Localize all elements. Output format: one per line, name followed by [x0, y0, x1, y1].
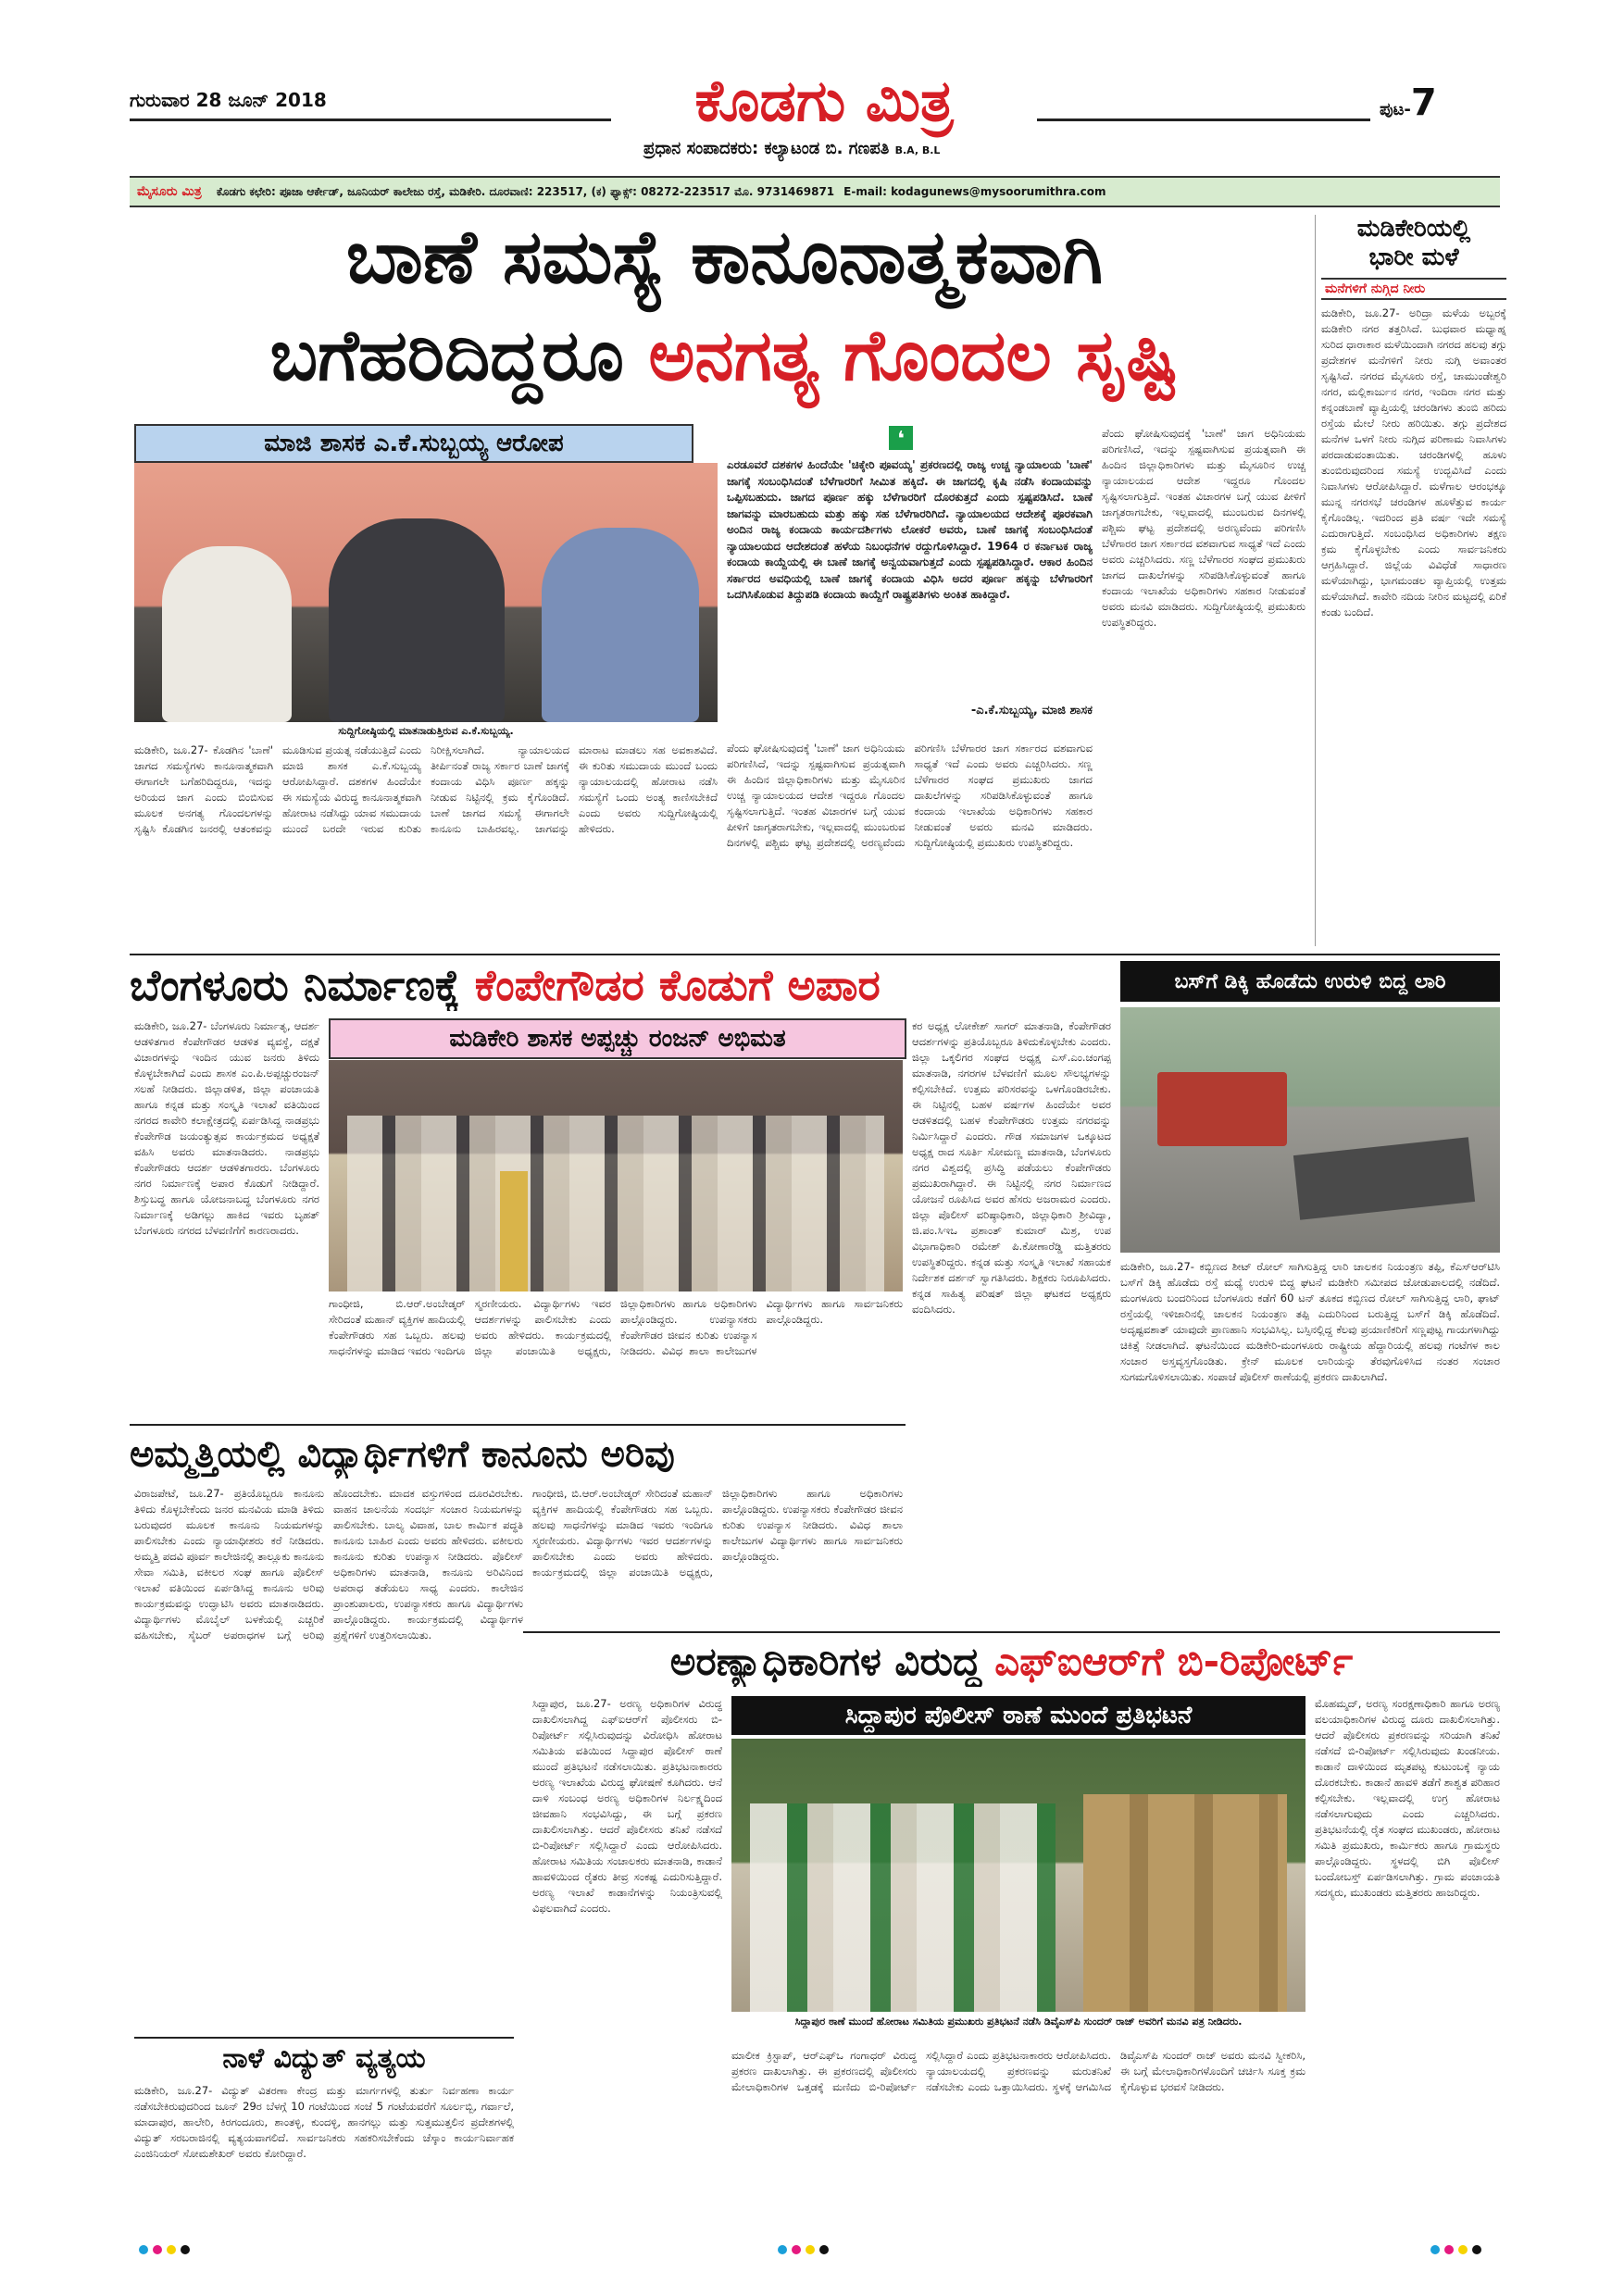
- kempegowda-photo: [329, 1060, 903, 1292]
- editor-line: [643, 139, 940, 158]
- reg-dot-black: [819, 2245, 829, 2254]
- reg-dot-yellow: [806, 2245, 815, 2254]
- rain-subhead: ಮನೆಗಳಿಗೆ ನುಗ್ಗಿದ ನೀರು: [1321, 278, 1506, 300]
- rain-body: ಮಡಿಕೇರಿ, ಜೂ.27- ಅರಿದ್ರಾ ಮಳೆಯ ಅಬ್ಬರಕ್ಕೆ ಮಡಿಕೇರಿ ನಗರ ತತ್ತರಿಸಿದೆ. ಬುಧವಾರ ಮಧ್ಯಾಹ್ನ ಸುರಿದ ಧಾರಾಕಾರ ಮಳೆಯಿಂದಾಗಿ ನಗರದ ಹಲವು ತಗ್ಗು ಪ್ರದೇಶಗಳ ಮನೆಗಳಿಗೆ ನೀರು ನುಗ್ಗಿ ಅವಾಂತರ ಸೃಷ್ಟಿಸಿದೆ. ನಗರದ ಮೈಸೂರು ರಸ್ತೆ, ಚಾಮುಂಡೇಶ್ವರಿ ನಗರ, ಮಲ್ಲಿಕಾರ್ಜುನ ನಗರ, ಇಂದಿರಾ ನಗರ ಮತ್ತು ಕನ್ನಂಡಬಾಣೆ ವ್ಯಾಪ್ತಿಯಲ್ಲಿ ಚರಂಡಿಗಳು ತುಂಬಿ ಹರಿದು ರಸ್ತೆಯ ಮೇಲೆ ನೀರು ಹರಿಯಿತು. ತಗ್ಗು ಪ್ರದೇಶದ ಮನೆಗಳ ಒಳಗೆ ನೀರು ನುಗ್ಗಿದ ಪರಿಣಾಮ ನಿವಾಸಿಗಳು ಪರದಾಡುವಂತಾಯಿತು. ಚರಂಡಿಗಳಲ್ಲಿ ಹೂಳು ತುಂಬಿರುವುದರಿಂದ ಸಮಸ್ಯೆ ಉದ್ಭವಿಸಿದೆ ಎಂದು ನಿವಾಸಿಗಳು ಆರೋಪಿಸಿದ್ದಾರೆ. ಮಳೆಗಾಲ ಆರಂಭಕ್ಕೂ ಮುನ್ನ ನಗರಸಭೆ ಚರಂಡಿಗಳ ಹೂಳೆತ್ತುವ ಕಾರ್ಯ ಕೈಗೊಂಡಿಲ್ಲ. ಇದರಿಂದ ಪ್ರತಿ ವರ್ಷ ಇದೇ ಸಮಸ್ಯೆ ಎದುರಾಗುತ್ತಿದೆ. ಸಂಬಂಧಿಸಿದ ಅಧಿಕಾರಿಗಳು ತಕ್ಷಣ ಕ್ರಮ ಕೈಗೊಳ್ಳಬೇಕು ಎಂದು ಸಾರ್ವಜನಿಕರು ಆಗ್ರಹಿಸಿದ್ದಾರೆ. ಜಿಲ್ಲೆಯ ವಿವಿಧೆಡೆ ಸಾಧಾರಣ ಮಳೆಯಾಗಿದ್ದು, ಭಾಗಮಂಡಲ ವ್ಯಾಪ್ತಿಯಲ್ಲಿ ಉತ್ತಮ ಮಳೆಯಾಗಿದೆ. ಕಾವೇರಿ ನದಿಯ ನೀರಿನ ಮಟ್ಟದಲ್ಲಿ ಏರಿಕೆ ಕಂಡು ಬಂದಿದೆ.: [1321, 306, 1506, 618]
- registration-marks-right: [1430, 2240, 1486, 2258]
- lorry-accident-photo: [1120, 1007, 1500, 1253]
- forest-body-bottom: ಮಾಲೀಕ ಕ್ರಿಸ್ಟಾಪ್, ಆರ್‌ಎಫ್‌ಒ ಗಂಗಾಧರ್ ವಿರುದ್ಧ ಪ್ರಕರಣ ದಾಖಲಾಗಿತ್ತು. ಈ ಪ್ರಕರಣದಲ್ಲಿ ಪೊಲೀಸರು ಮೇಲಾಧಿಕಾರಿಗಳ ಒತ್ತಡಕ್ಕೆ ಮಣಿದು ಬಿ-ರಿಪೋರ್ಟ್ ಸಲ್ಲಿಸಿದ್ದಾರೆ ಎಂದು ಪ್ರತಿಭಟನಾಕಾರರು ಆರೋಪಿಸಿದರು. ನ್ಯಾಯಾಲಯದಲ್ಲಿ ಪ್ರಕರಣವನ್ನು ಮರುತನಿಖೆ ನಡೆಸಬೇಕು ಎಂದು ಒತ್ತಾಯಿಸಿದರು. ಸ್ಥಳಕ್ಕೆ ಆಗಮಿಸಿದ ಡಿವೈಎಸ್‌ಪಿ ಸುಂದರ್ ರಾಜ್ ಅವರು ಮನವಿ ಸ್ವೀಕರಿಸಿ, ಈ ಬಗ್ಗೆ ಮೇಲಾಧಿಕಾರಿಗಳೊಂದಿಗೆ ಚರ್ಚಿಸಿ ಸೂಕ್ತ ಕ್ರಮ ಕೈಗೊಳ್ಳುವ ಭರವಸೆ ನೀಡಿದರು.: [731, 2049, 1305, 2093]
- forest-top-rule: [523, 1631, 1500, 1633]
- quote-box: [727, 426, 1093, 731]
- page-number: [1380, 81, 1437, 124]
- rain-sidebar: [1315, 215, 1506, 946]
- masthead-rule-left: [130, 119, 611, 121]
- power-divider: [134, 2037, 514, 2039]
- protest-photo: [731, 1739, 1305, 2012]
- page-label: ಪುಟ-: [1380, 100, 1411, 119]
- reg-dot-cyan: [778, 2245, 787, 2254]
- reg-dot-magenta: [1444, 2245, 1454, 2254]
- reg-dot-magenta: [792, 2245, 801, 2254]
- email-address: E-mail: kodagunews@mysoorumithra.com: [843, 185, 1106, 198]
- person-center: [329, 518, 505, 722]
- page-number-value: 7: [1410, 81, 1437, 124]
- forest-headline-black: ಅರಣ್ಯಾಧಿಕಾರಿಗಳ ವಿರುದ್ಧ: [669, 1639, 981, 1684]
- newspaper-title: ಕೊಡಗು ಮಿತ್ರ: [694, 67, 954, 134]
- rain-headline-2: ಭಾರೀ ಮಳೆ: [1368, 243, 1459, 271]
- kempegowda-body-right: ಕರ ಅಧ್ಯಕ್ಷ ಲೋಕೇಶ್ ಸಾಗರ್ ಮಾತನಾಡಿ, ಕೆಂಪೇಗೌಡರ ಆದರ್ಶಗಳನ್ನು ಪ್ರತಿಯೊಬ್ಬರೂ ತಿಳಿದುಕೊಳ್ಳಬೇಕು ಎಂದರು. ಜಿಲ್ಲಾ ಒಕ್ಕಲಿಗರ ಸಂಘದ ಅಧ್ಯಕ್ಷ ಎಸ್.ಎಂ.ಚಂಗಪ್ಪ ಮಾತನಾಡಿ, ನಗರಗಳ ಬೆಳವಣಿಗೆ ಮೂಲ ಸೌಲಭ್ಯಗಳನ್ನು ಕಲ್ಪಿಸಬೇಕಿದೆ. ಉತ್ತಮ ಪರಿಸರವನ್ನು ಒಳಗೊಂಡಿರಬೇಕು. ಈ ನಿಟ್ಟಿನಲ್ಲಿ ಬಹಳ ವರ್ಷಗಳ ಹಿಂದೆಯೇ ಅವರ ಆಡಳಿತದಲ್ಲಿ ಬಹಳ ಕೆಂಪೇಗೌಡರು ಉತ್ತಮ ನಗರವನ್ನು ನಿರ್ಮಿಸಿದ್ದಾರೆ ಎಂದರು. ಗೌಡ ಸಮಾಜಗಳ ಒಕ್ಕೂಟದ ಅಧ್ಯಕ್ಷ ರಾದ ಸೂರ್ತಿ ಸೋಮಣ್ಣ ಮಾತನಾಡಿ, ಬೆಂಗಳೂರು ನಗರ ವಿಶ್ವದಲ್ಲಿ ಪ್ರಸಿದ್ಧಿ ಪಡೆಯಲು ಕೆಂಪೇಗೌಡರು ಪ್ರಮುಖರಾಗಿದ್ದಾರೆ. ಈ ನಿಟ್ಟಿನಲ್ಲಿ ನಗರ ನಿರ್ಮಾಣದ ಯೋಜನೆ ರೂಪಿಸಿದ ಅವರ ಹೆಸರು ಅಜರಾಮರ ಎಂದರು. ಜಿಲ್ಲಾ ಪೊಲೀಸ್ ವರಿಷ್ಠಾಧಿಕಾರಿ, ಜಿಲ್ಲಾಧಿಕಾರಿ ಶ್ರೀವಿದ್ಯಾ, ಜಿ.ಪಂ.ಸಿಇಒ ಪ್ರಶಾಂತ್ ಕುಮಾರ್ ಮಿಶ್ರ, ಉಪ ವಿಭಾಗಾಧಿಕಾರಿ ರಮೇಶ್ ಪಿ.ಕೋಣಾರೆಡ್ಡಿ ಮತ್ತಿತರರು ಉಪಸ್ಥಿತರಿದ್ದರು. ಕನ್ನಡ ಮತ್ತು ಸಂಸ್ಕೃತಿ ಇಲಾಖೆ ಸಹಾಯಕ ನಿರ್ದೇಶಕ ದರ್ಶನ್ ಸ್ವಾಗತಿಸಿದರು. ಶಿಕ್ಷಕರು ನಿರೂಪಿಸಿದರು. ಕನ್ನಡ ಸಾಹಿತ್ಯ ಪರಿಷತ್ ಜಿಲ್ಲಾ ಘಟಕದ ಅಧ್ಯಕ್ಷರು ವಂದಿಸಿದರು.: [912, 1019, 1111, 1316]
- stage-people: [347, 1116, 884, 1292]
- forest-body-left: ಸಿದ್ದಾಪುರ, ಜೂ.27- ಅರಣ್ಯ ಅಧಿಕಾರಿಗಳ ವಿರುದ್ಧ ದಾಖಲಿಸಲಾಗಿದ್ದ ಎಫ್‌ಐಆರ್‌ಗೆ ಪೊಲೀಸರು ಬಿ-ರಿಪೋರ್ಟ್ ಸಲ್ಲಿಸಿರುವುದನ್ನು ವಿರೋಧಿಸಿ ಹೋರಾಟ ಸಮಿತಿಯ ವತಿಯಿಂದ ಸಿದ್ದಾಪುರ ಪೊಲೀಸ್ ಠಾಣೆ ಮುಂದೆ ಪ್ರತಿಭಟನೆ ನಡೆಸಲಾಯಿತು. ಪ್ರತಿಭಟನಾಕಾರರು ಅರಣ್ಯ ಇಲಾಖೆಯ ವಿರುದ್ಧ ಘೋಷಣೆ ಕೂಗಿದರು. ಆನೆ ದಾಳಿ ಸಂಬಂಧ ಅರಣ್ಯ ಅಧಿಕಾರಿಗಳ ನಿರ್ಲಕ್ಷ್ಯದಿಂದ ಜೀವಹಾನಿ ಸಂಭವಿಸಿದ್ದು, ಈ ಬಗ್ಗೆ ಪ್ರಕರಣ ದಾಖಲಿಸಲಾಗಿತ್ತು. ಆದರೆ ಪೊಲೀಸರು ತನಿಖೆ ನಡೆಸದೆ ಬಿ-ರಿಪೋರ್ಟ್ ಸಲ್ಲಿಸಿದ್ದಾರೆ ಎಂದು ಆರೋಪಿಸಿದರು. ಹೋರಾಟ ಸಮಿತಿಯ ಸಂಚಾಲಕರು ಮಾತನಾಡಿ, ಕಾಡಾನೆ ಹಾವಳಿಯಿಂದ ರೈತರು ತೀವ್ರ ಸಂಕಷ್ಟ ಎದುರಿಸುತ್ತಿದ್ದಾರೆ. ಅರಣ್ಯ ಇಲಾಖೆ ಕಾಡಾನೆಗಳನ್ನು ನಿಯಂತ್ರಿಸುವಲ್ಲಿ ವಿಫಲವಾಗಿದೆ ಎಂದರು.: [532, 1697, 722, 1915]
- protesters: [750, 1803, 1056, 2012]
- kempegowda-headline-red: ಕೆಂಪೇಗೌಡರ ಕೊಡುಗೆ ಅಪಾರ: [474, 960, 881, 1010]
- power-body: ಮಡಿಕೇರಿ, ಜೂ.27- ವಿದ್ಯುತ್ ವಿತರಣಾ ಕೇಂದ್ರ ಮತ್ತು ಮಾರ್ಗಗಳಲ್ಲಿ ತುರ್ತು ನಿರ್ವಹಣಾ ಕಾರ್ಯ ನಡೆಸಬೇಕಿರುವುದರಿಂದ ಜೂನ್ 29ರ ಬೆಳಗ್ಗೆ 10 ಗಂಟೆಯಿಂದ ಸಂಜೆ 5 ಗಂಟೆಯವರೆಗೆ ಸೂರ್ಲಬ್ಬಿ, ಗರ್ವಾಲೆ, ಮಾದಾಪುರ, ಹಾಲೇರಿ, ಕಿರಗಂದೂರು, ಶಾಂತಳ್ಳಿ, ಕುಂದಳ್ಳಿ, ಹಾನಗಲ್ಲು ಮತ್ತು ಸುತ್ತಮುತ್ತಲಿನ ಪ್ರದೇಶಗಳಲ್ಲಿ ವಿದ್ಯುತ್ ಸರಬರಾಜಿನಲ್ಲಿ ವ್ಯತ್ಯಯವಾಗಲಿದೆ. ಸಾರ್ವಜನಿಕರು ಸಹಕರಿಸಬೇಕೆಂದು ಚೆಸ್ಕಾಂ ಕಾರ್ಯನಿರ್ವಾಹಕ ಎಂಜಿನಿಯರ್ ಸೋಮಶೇಖರ್ ಅವರು ಕೋರಿದ್ದಾರೆ.: [134, 2084, 514, 2160]
- lead-body-continued: ಪೆಂದು ಘೋಷಿಸುವುದಕ್ಕೆ 'ಬಾಣೆ' ಜಾಗ ಅಧಿನಿಯಮ ಪರಿಗಣಿಸಿದೆ, ಇದನ್ನು ಸ್ಪಷ್ಟವಾಗಿಸುವ ಪ್ರಯತ್ನವಾಗಿ ಈ ಹಿಂದಿನ ಜಿಲ್ಲಾಧಿಕಾರಿಗಳು ಮತ್ತು ಮೈಸೂರಿನ ಉಚ್ಚ ನ್ಯಾಯಾಲಯದ ಆದೇಶ ಇದ್ದರೂ ಗೊಂದಲ ಸೃಷ್ಟಿಸಲಾಗುತ್ತಿದೆ. ಇಂತಹ ವಿಚಾರಗಳ ಬಗ್ಗೆ ಯುವ ಪೀಳಿಗೆ ಜಾಗೃತರಾಗಬೇಕು, ಇಲ್ಲವಾದಲ್ಲಿ ಮುಂಬರುವ ದಿನಗಳಲ್ಲಿ ಪಶ್ಚಿಮ ಘಟ್ಟ ಪ್ರದೇಶದಲ್ಲಿ ಅರಣ್ಯವೆಂದು ಪರಿಗಣಿಸಿ ಬೆಳೆಗಾರರ ಜಾಗ ಸರ್ಕಾರದ ವಶವಾಗುವ ಸಾಧ್ಯತೆ ಇದೆ ಎಂದು ಅವರು ಎಚ್ಚರಿಸಿದರು. ಸಣ್ಣ ಬೆಳೆಗಾರರ ಸಂಘದ ಪ್ರಮುಖರು ಜಾಗದ ದಾಖಲೆಗಳನ್ನು ಸರಿಪಡಿಸಿಕೊಳ್ಳುವಂತೆ ಹಾಗೂ ಕಂದಾಯ ಇಲಾಖೆಯ ಅಧಿಕಾರಿಗಳು ಸಹಕಾರ ನೀಡುವಂತೆ ಅವರು ಮನವಿ ಮಾಡಿದರು. ಸುದ್ದಿಗೋಷ್ಠಿಯಲ್ಲಿ ಪ್ರಮುಖರು ಉಪಸ್ಥಿತರಿದ್ದರು.: [727, 742, 1093, 849]
- lead-headline-red: ಅನಗತ್ಯ ಗೊಂದಲ ಸೃಷ್ಟಿ: [648, 314, 1180, 396]
- person-right: [542, 528, 699, 722]
- kempegowda-subhead: ಮಡಿಕೇರಿ ಶಾಸಕ ಅಪ್ಪಚ್ಚು ರಂಜನ್ ಅಭಿಮತ: [329, 1018, 906, 1059]
- quote-text: ಎರಡೂವರೆ ದಶಕಗಳ ಹಿಂದೆಯೇ 'ಚಿಕ್ಕೇರಿ ಪೂವಯ್ಯ' ಪ್ರಕರಣದಲ್ಲಿ ರಾಜ್ಯ ಉಚ್ಚ ನ್ಯಾಯಾಲಯ 'ಬಾಣೆ' ಜಾಗಕ್ಕೆ ಸಂಬಂಧಿಸಿದಂತೆ ಬೆಳೆಗಾರರಿಗೆ ಸೀಮಿತ ಹಕ್ಕಿದೆ. ಈ ಜಾಗದಲ್ಲಿ ಕೃಷಿ ನಡೆಸಿ ಕಂದಾಯವನ್ನು ಒಪ್ಪಿಸಬಹುದು. ಜಾಗದ ಪೂರ್ಣ ಹಕ್ಕು ಬೆಳೆಗಾರರಿಗೆ ದೊರಕುತ್ತದೆ ಎಂದು ಸ್ಪಷ್ಟಪಡಿಸಿದೆ. ಬಾಣೆ ಜಾಗವನ್ನು ಮಾರಬಹುದು ಮತ್ತು ಹಕ್ಕು ಸಹ ಬೆಳೆಗಾರರಿಗಿದೆ. ನ್ಯಾಯಾಲಯದ ಆದೇಶಕ್ಕೆ ಪೂರಕವಾಗಿ ಅಂದಿನ ರಾಜ್ಯ ಕಂದಾಯ ಕಾರ್ಯದರ್ಶಿಗಳು ಲೋಕರೆ ಅವರು, ಬಾಣೆ ಜಾಗಕ್ಕೆ ಸಂಬಂಧಿಸಿದಂತೆ ನ್ಯಾಯಾಲಯದ ಆದೇಶದಂತೆ ಹಳೆಯ ನಿಬಂಧನೆಗಳ ರದ್ದುಗೊಳಿಸಿದ್ದಾರೆ. 1964 ರ ಕರ್ನಾಟಕ ರಾಜ್ಯ ಕಂದಾಯ ಕಾಯ್ದೆಯಲ್ಲಿ ಈ ಬಾಣೆ ಜಾಗಕ್ಕೆ ಅನ್ವಯವಾಗುತ್ತದೆ ಎಂದು ಸ್ಪಷ್ಟಪಡಿಸಿದ್ದಾರೆ. ಆಕಾರ ಹಿಂದಿನ ಸರ್ಕಾರದ ಅವಧಿಯಲ್ಲಿ ಬಾಣೆ ಜಾಗಕ್ಕೆ ಕಂದಾಯ ವಿಧಿಸಿ ಅದರ ಪೂರ್ಣ ಹಕ್ಕನ್ನು ಬೆಳೆಗಾರರಿಗೆ ಒದಗಿಸಿಕೊಡುವ ತಿದ್ದುಪಡಿ ಕಂದಾಯ ಕಾಯ್ದೆಗೆ ರಾಷ್ಟ್ರಪತಿಗಳು ಅಂಕಿತ ಹಾಕಿದ್ದಾರೆ.: [727, 458, 1093, 601]
- reg-dot-magenta: [153, 2245, 162, 2254]
- forest-headline-red: ಎಫ್‌ಐಆರ್‌ಗೆ ಬಿ-ರಿಪೋರ್ಟ್: [994, 1639, 1354, 1684]
- kempegowda-body-bottom: ಗಾಂಧೀಜಿ, ಬಿ.ಆರ್.ಅಂಬೇಡ್ಕರ್ ಸೇರಿದಂತೆ ಮಹಾನ್ ವ್ಯಕ್ತಿಗಳ ಹಾದಿಯಲ್ಲಿ ಕೆಂಪೇಗೌಡರು ಸಹ ಒಬ್ಬರು. ಹಲವು ಸಾಧನೆಗಳನ್ನು ಮಾಡಿದ ಇವರು ಇಂದಿಗೂ ಸ್ಮರಣೀಯರು. ವಿದ್ಯಾರ್ಥಿಗಳು ಇವರ ಆದರ್ಶಗಳನ್ನು ಪಾಲಿಸಬೇಕು ಎಂದು ಅವರು ಹೇಳಿದರು. ಕಾರ್ಯಕ್ರಮದಲ್ಲಿ ಜಿಲ್ಲಾ ಪಂಚಾಯಿತಿ ಅಧ್ಯಕ್ಷರು, ಜಿಲ್ಲಾಧಿಕಾರಿಗಳು ಹಾಗೂ ಅಧಿಕಾರಿಗಳು ಪಾಲ್ಗೊಂಡಿದ್ದರು. ಉಪನ್ಯಾಸಕರು ಕೆಂಪೇಗೌಡರ ಜೀವನ ಕುರಿತು ಉಪನ್ಯಾಸ ನೀಡಿದರು. ವಿವಿಧ ಶಾಲಾ ಕಾಲೇಜುಗಳ ವಿದ್ಯಾರ್ಥಿಗಳು ಹಾಗೂ ಸಾರ್ವಜನಿಕರು ಪಾಲ್ಗೊಂಡಿದ್ದರು.: [329, 1297, 903, 1357]
- editor-degree: B.A, B.L: [894, 144, 941, 156]
- small-logo: ಮೈಸೂರು ಮಿತ್ರ: [137, 184, 202, 199]
- press-meet-photo: [134, 463, 718, 722]
- quote-author: -ಎ.ಕೆ.ಸುಬ್ಬಯ್ಯ, ಮಾಜಿ ಶಾಸಕ: [970, 704, 1093, 718]
- forest-headline: [523, 1637, 1500, 1687]
- section-divider-1: [130, 954, 1500, 955]
- contact-strip: [130, 176, 1500, 207]
- editor-name: ಪ್ರಧಾನ ಸಂಪಾದಕರು: ಕಲ್ಯಾಟಂಡ ಬಿ. ಗಣಪತಿ: [643, 139, 890, 158]
- kempegowda-headline-black: ಬೆಂಗಳೂರು ನಿರ್ಮಾಣಕ್ಕೆ: [130, 960, 460, 1010]
- lead-headline-line2: [130, 313, 1319, 398]
- masthead-rule-right: [1037, 119, 1370, 121]
- lead-headline-line1: ಬಾಣೆ ಸಮಸ್ಯೆ ಕಾನೂನಾತ್ಮಕವಾಗಿ: [345, 214, 1104, 300]
- lead-body-right-column: ಪೆಂದು ಘೋಷಿಸುವುದಕ್ಕೆ 'ಬಾಣೆ' ಜಾಗ ಅಧಿನಿಯಮ ಪರಿಗಣಿಸಿದೆ, ಇದನ್ನು ಸ್ಪಷ್ಟವಾಗಿಸುವ ಪ್ರಯತ್ನವಾಗಿ ಈ ಹಿಂದಿನ ಜಿಲ್ಲಾಧಿಕಾರಿಗಳು ಮತ್ತು ಮೈಸೂರಿನ ಉಚ್ಚ ನ್ಯಾಯಾಲಯದ ಆದೇಶ ಇದ್ದರೂ ಗೊಂದಲ ಸೃಷ್ಟಿಸಲಾಗುತ್ತಿದೆ. ಇಂತಹ ವಿಚಾರಗಳ ಬಗ್ಗೆ ಯುವ ಪೀಳಿಗೆ ಜಾಗೃತರಾಗಬೇಕು, ಇಲ್ಲವಾದಲ್ಲಿ ಮುಂಬರುವ ದಿನಗಳಲ್ಲಿ ಪಶ್ಚಿಮ ಘಟ್ಟ ಪ್ರದೇಶದಲ್ಲಿ ಅರಣ್ಯವೆಂದು ಪರಿಗಣಿಸಿ ಬೆಳೆಗಾರರ ಜಾಗ ಸರ್ಕಾರದ ವಶವಾಗುವ ಸಾಧ್ಯತೆ ಇದೆ ಎಂದು ಅವರು ಎಚ್ಚರಿಸಿದರು. ಸಣ್ಣ ಬೆಳೆಗಾರರ ಸಂಘದ ಪ್ರಮುಖರು ಜಾಗದ ದಾಖಲೆಗಳನ್ನು ಸರಿಪಡಿಸಿಕೊಳ್ಳುವಂತೆ ಹಾಗೂ ಕಂದಾಯ ಇಲಾಖೆಯ ಅಧಿಕಾರಿಗಳು ಸಹಕಾರ ನೀಡುವಂತೆ ಅವರು ಮನವಿ ಮಾಡಿದರು. ಸುದ್ದಿಗೋಷ್ಠಿಯಲ್ಲಿ ಪ್ರಮುಖರು ಉಪಸ್ಥಿತರಿದ್ದರು.: [1102, 427, 1305, 629]
- lorry-body: ಮಡಿಕೇರಿ, ಜೂ.27- ಕಬ್ಬಿಣದ ಶೀಟ್ ರೋಲ್ ಸಾಗಿಸುತ್ತಿದ್ದ ಲಾರಿ ಚಾಲಕನ ನಿಯಂತ್ರಣ ತಪ್ಪಿ, ಕೆಎಸ್‌ಆರ್‌ಟಿಸಿ ಬಸ್‌ಗೆ ಡಿಕ್ಕಿ ಹೊಡೆದು ರಸ್ತೆ ಮಧ್ಯೆ ಉರುಳಿ ಬಿದ್ದ ಘಟನೆ ಮಡಿಕೇರಿ ಸಮೀಪದ ಜೋಡುಪಾಲದಲ್ಲಿ ನಡೆದಿದೆ. ಮಂಗಳೂರು ಬಂದರಿನಿಂದ ಬೆಂಗಳೂರು ಕಡೆಗೆ 60 ಟನ್ ತೂಕದ ಕಬ್ಬಿಣದ ರೋಲ್ ಸಾಗಿಸುತ್ತಿದ್ದ ಲಾರಿ, ಘಾಟ್ ರಸ್ತೆಯಲ್ಲಿ ಇಳಿಜಾರಿನಲ್ಲಿ ಚಾಲಕನ ನಿಯಂತ್ರಣ ತಪ್ಪಿ ಎದುರಿನಿಂದ ಬರುತ್ತಿದ್ದ ಬಸ್‌ಗೆ ಡಿಕ್ಕಿ ಹೊಡೆದಿದೆ. ಅದೃಷ್ಟವಶಾತ್ ಯಾವುದೇ ಪ್ರಾಣಹಾನಿ ಸಂಭವಿಸಿಲ್ಲ. ಬಸ್ಸಿನಲ್ಲಿದ್ದ ಕೆಲವು ಪ್ರಯಾಣಿಕರಿಗೆ ಸಣ್ಣಪುಟ್ಟ ಗಾಯಗಳಾಗಿದ್ದು ಚಿಕಿತ್ಸೆ ನೀಡಲಾಗಿದೆ. ಘಟನೆಯಿಂದ ಮಡಿಕೇರಿ-ಮಂಗಳೂರು ರಾಷ್ಟ್ರೀಯ ಹೆದ್ದಾರಿಯಲ್ಲಿ ಹಲವು ಗಂಟೆಗಳ ಕಾಲ ಸಂಚಾರ ಅಸ್ತವ್ಯಸ್ತಗೊಂಡಿತು. ಕ್ರೇನ್ ಮೂಲಕ ಲಾರಿಯನ್ನು ತೆರವುಗೊಳಿಸಿದ ನಂತರ ಸಂಚಾರ ಸುಗಮಗೊಳಿಸಲಾಯಿತು. ಸಂಪಾಜೆ ಪೊಲೀಸ್ ಠಾಣೆಯಲ್ಲಿ ಪ್ರಕರಣ ದಾಖಲಾಗಿದೆ.: [1120, 1260, 1500, 1383]
- office-address: ಕೊಡಗು ಕಛೇರಿ: ಪೂಜಾ ಆರ್ಕೇಡ್, ಜೂನಿಯರ್ ಕಾಲೇಜು ರಸ್ತೆ, ಮಡಿಕೇರಿ. ದೂರವಾಣಿ: 223517, (ಕ) ಫ್ಯಾಕ್ಸ್: 08272-223517 ಮೊ. 9731469871: [216, 184, 835, 198]
- quote-icon: ❛: [889, 426, 913, 450]
- reg-dot-black: [181, 2245, 190, 2254]
- lead-body: ಮಡಿಕೇರಿ, ಜೂ.27- ಕೊಡಗಿನ 'ಬಾಣೆ' ಜಾಗದ ಸಮಸ್ಯೆಗಳು ಕಾನೂನಾತ್ಮಕವಾಗಿ ಈಗಾಗಲೇ ಬಗೆಹರಿದಿದ್ದರೂ, ಇದನ್ನು ಅರಿಯದ ಜಾಗ ಎಂದು ಬಿಂಬಿಸುವ ಮೂಲಕ ಅನಗತ್ಯ ಗೊಂದಲಗಳನ್ನು ಸೃಷ್ಟಿಸಿ ಕೊಡಗಿನ ಜನರಲ್ಲಿ ಆತಂಕವನ್ನು ಮೂಡಿಸುವ ಪ್ರಯತ್ನ ನಡೆಯುತ್ತಿದೆ ಎಂದು ಮಾಜಿ ಶಾಸಕ ಎ.ಕೆ.ಸುಬ್ಬಯ್ಯ ಆರೋಪಿಸಿದ್ದಾರೆ. ದಶಕಗಳ ಹಿಂದೆಯೇ ಈ ಸಮಸ್ಯೆಯ ವಿರುದ್ಧ ಕಾನೂನಾತ್ಮಕವಾಗಿ ಹೋರಾಟ ನಡೆಸಿದ್ದು ಯಾವ ಸಮುದಾಯ ಮುಂದೆ ಬರದೇ ಇರುವ ಕುರಿತು ನಿರೀಕ್ಷಿಸಲಾಗಿದೆ. ನ್ಯಾಯಾಲಯದ ತೀರ್ಪಿನಂತೆ ರಾಜ್ಯ ಸರ್ಕಾರ ಬಾಣೆ ಜಾಗಕ್ಕೆ ಕಂದಾಯ ವಿಧಿಸಿ ಪೂರ್ಣ ಹಕ್ಕನ್ನು ನೀಡುವ ನಿಟ್ಟಿನಲ್ಲಿ ಕ್ರಮ ಕೈಗೊಂಡಿದೆ. ಬಾಣೆ ಜಾಗದ ಸಮಸ್ಯೆ ಈಗಾಗಲೇ ಕಾನೂನು ಬಾಹಿರವಲ್ಲ. ಜಾಗವನ್ನು ಮಾರಾಟ ಮಾಡಲು ಸಹ ಅವಕಾಶವಿದೆ. ಈ ಕುರಿತು ಸಮುದಾಯ ಮುಂದೆ ಬಂದು ನ್ಯಾಯಾಲಯದಲ್ಲಿ ಹೋರಾಟ ನಡೆಸಿ ಸಮಸ್ಯೆಗೆ ಒಂದು ಅಂತ್ಯ ಕಾಣಿಸಬೇಕಿದೆ ಎಂದು ಅವರು ಸುದ್ದಿಗೋಷ್ಠಿಯಲ್ಲಿ ಹೇಳಿದರು.: [134, 743, 718, 835]
- registration-marks-left: [139, 2240, 194, 2258]
- registration-marks-center: [778, 2240, 833, 2258]
- police-officers: [1083, 1794, 1287, 2012]
- reg-dot-black: [1472, 2245, 1481, 2254]
- forest-subhead: ಸಿದ್ದಾಪುರ ಪೊಲೀಸ್ ಠಾಣೆ ಮುಂದೆ ಪ್ರತಿಭಟನೆ: [731, 1696, 1305, 1735]
- reg-dot-cyan: [1430, 2245, 1440, 2254]
- lead-headline-black: ಬಗೆಹರಿದಿದ್ದರೂ: [269, 314, 624, 396]
- section-divider-2: [130, 1424, 906, 1426]
- rain-headline-1: ಮಡಿಕೇರಿಯಲ್ಲಿ: [1356, 215, 1471, 243]
- lorry-headline: ಬಸ್‌ಗೆ ಡಿಕ್ಕಿ ಹೊಡೆದು ಉರುಳಿ ಬಿದ್ದ ಲಾರಿ: [1120, 961, 1500, 1002]
- ammathi-body-right: ಗಾಂಧೀಜಿ, ಬಿ.ಆರ್.ಅಂಬೇಡ್ಕರ್ ಸೇರಿದಂತೆ ಮಹಾನ್ ವ್ಯಕ್ತಿಗಳ ಹಾದಿಯಲ್ಲಿ ಕೆಂಪೇಗೌಡರು ಸಹ ಒಬ್ಬರು. ಹಲವು ಸಾಧನೆಗಳನ್ನು ಮಾಡಿದ ಇವರು ಇಂದಿಗೂ ಸ್ಮರಣೀಯರು. ವಿದ್ಯಾರ್ಥಿಗಳು ಇವರ ಆದರ್ಶಗಳನ್ನು ಪಾಲಿಸಬೇಕು ಎಂದು ಅವರು ಹೇಳಿದರು. ಕಾರ್ಯಕ್ರಮದಲ್ಲಿ ಜಿಲ್ಲಾ ಪಂಚಾಯಿತಿ ಅಧ್ಯಕ್ಷರು, ಜಿಲ್ಲಾಧಿಕಾರಿಗಳು ಹಾಗೂ ಅಧಿಕಾರಿಗಳು ಪಾಲ್ಗೊಂಡಿದ್ದರು. ಉಪನ್ಯಾಸಕರು ಕೆಂಪೇಗೌಡರ ಜೀವನ ಕುರಿತು ಉಪನ್ಯಾಸ ನೀಡಿದರು. ವಿವಿಧ ಶಾಲಾ ಕಾಲೇಜುಗಳ ವಿದ್ಯಾರ್ಥಿಗಳು ಹಾಗೂ ಸಾರ್ವಜನಿಕರು ಪಾಲ್ಗೊಂಡಿದ್ದರು.: [532, 1487, 903, 1578]
- kempegowda-body-left: ಮಡಿಕೇರಿ, ಜೂ.27- ಬೆಂಗಳೂರು ನಿರ್ಮಾತೃ, ಆದರ್ಶ ಆಡಳಿತಗಾರ ಕೆಂಪೇಗೌಡರ ಆಡಳಿತ ವ್ಯವಸ್ಥೆ, ದಕ್ಷತೆ ವಿಚಾರಗಳನ್ನು ಇಂದಿನ ಯುವ ಜನರು ತಿಳಿದು ಕೊಳ್ಳಬೇಕಾಗಿದೆ ಎಂದು ಶಾಸಕ ಎಂ.ಪಿ.ಅಪ್ಪಚ್ಚುರಂಜನ್ ಸಲಹೆ ನೀಡಿದರು. ಜಿಲ್ಲಾಡಳಿತ, ಜಿಲ್ಲಾ ಪಂಚಾಯತಿ ಹಾಗೂ ಕನ್ನಡ ಮತ್ತು ಸಂಸ್ಕೃತಿ ಇಲಾಖೆ ವತಿಯಿಂದ ನಗರದ ಕಾವೇರಿ ಕಲಾಕ್ಷೇತ್ರದಲ್ಲಿ ಏರ್ಪಡಿಸಿದ್ದ ನಾಡಪ್ರಭು ಕೆಂಪೇಗೌಡ ಜಯಂತ್ಯುತ್ಸವ ಕಾರ್ಯಕ್ರಮದ ಅಧ್ಯಕ್ಷತೆ ವಹಿಸಿ ಅವರು ಮಾತನಾಡಿದರು. ನಾಡಪ್ರಭು ಕೆಂಪೇಗೌಡರು ಆದರ್ಶ ಆಡಳಿತಗಾರರು. ಬೆಂಗಳೂರು ನಗರ ನಿರ್ಮಾಣಕ್ಕೆ ಅಪಾರ ಕೊಡುಗೆ ನೀಡಿದ್ದಾರೆ. ಶಿಸ್ತುಬದ್ಧ ಹಾಗೂ ಯೋಜನಾಬದ್ಧ ಬೆಂಗಳೂರು ನಗರ ನಿರ್ಮಾಣಕ್ಕೆ ಅಡಿಗಲ್ಲು ಹಾಕಿದ ಇವರು ಬೃಹತ್ ಬೆಂಗಳೂರು ನಗರದ ಬೆಳವಣಿಗೆಗೆ ಕಾರಣರಾದರು.: [134, 1019, 319, 1237]
- reg-dot-yellow: [1458, 2245, 1468, 2254]
- press-meet-caption: ಸುದ್ದಿಗೋಷ್ಠಿಯಲ್ಲಿ ಮಾತನಾಡುತ್ತಿರುವ ಎ.ಕೆ.ಸುಬ್ಬಯ್ಯ.: [338, 725, 514, 737]
- protest-caption: ಸಿದ್ದಾಪುರ ಠಾಣೆ ಮುಂದೆ ಹೋರಾಟ ಸಮಿತಿಯ ಪ್ರಮುಖರು ಪ್ರತಿಭಟನೆ ನಡೆಸಿ ಡಿವೈಎಸ್‌ಪಿ ಸುಂದರ್ ರಾಜ್ ಅವರಿಗೆ ಮನವಿ ಪತ್ರ ನೀಡಿದರು.: [794, 2015, 1243, 2028]
- reg-dot-yellow: [167, 2245, 176, 2254]
- kempegowda-headline: [130, 959, 1111, 1011]
- lamp: [500, 1171, 528, 1292]
- ammathi-headline: ಅಮ್ಮತ್ತಿಯಲ್ಲಿ ವಿದ್ಯಾರ್ಥಿಗಳಿಗೆ ಕಾನೂನು ಅರಿವು: [130, 1433, 675, 1476]
- overturned-lorry: [1293, 1137, 1475, 1219]
- forest-body-right: ಮೊಹಮ್ಮದ್, ಅರಣ್ಯ ಸಂರಕ್ಷಣಾಧಿಕಾರಿ ಹಾಗೂ ಅರಣ್ಯ ವಲಯಾಧಿಕಾರಿಗಳ ವಿರುದ್ಧ ದೂರು ದಾಖಲಿಸಲಾಗಿತ್ತು. ಆದರೆ ಪೊಲೀಸರು ಪ್ರಕರಣವನ್ನು ಸರಿಯಾಗಿ ತನಿಖೆ ನಡೆಸದೆ ಬಿ-ರಿಪೋರ್ಟ್ ಸಲ್ಲಿಸಿರುವುದು ಖಂಡನೀಯ. ಕಾಡಾನೆ ದಾಳಿಯಿಂದ ಮೃತಪಟ್ಟ ಕುಟುಂಬಕ್ಕೆ ನ್ಯಾಯ ದೊರಕಬೇಕು. ಕಾಡಾನೆ ಹಾವಳಿ ತಡೆಗೆ ಶಾಶ್ವತ ಪರಿಹಾರ ಕಲ್ಪಿಸಬೇಕು. ಇಲ್ಲವಾದಲ್ಲಿ ಉಗ್ರ ಹೋರಾಟ ನಡೆಸಲಾಗುವುದು ಎಂದು ಎಚ್ಚರಿಸಿದರು. ಪ್ರತಿಭಟನೆಯಲ್ಲಿ ರೈತ ಸಂಘದ ಮುಖಂಡರು, ಹೋರಾಟ ಸಮಿತಿ ಪ್ರಮುಖರು, ಕಾರ್ಮಿಕರು ಹಾಗೂ ಗ್ರಾಮಸ್ಥರು ಪಾಲ್ಗೊಂಡಿದ್ದರು. ಸ್ಥಳದಲ್ಲಿ ಬಿಗಿ ಪೊಲೀಸ್ ಬಂದೋಬಸ್ತ್ ಏರ್ಪಡಿಸಲಾಗಿತ್ತು. ಗ್ರಾಮ ಪಂಚಾಯತಿ ಸದಸ್ಯರು, ಮುಖಂಡರು ಮತ್ತಿತರರು ಹಾಜರಿದ್ದರು.: [1315, 1697, 1500, 1899]
- masthead: [130, 67, 1500, 176]
- issue-date: ಗುರುವಾರ 28 ಜೂನ್ 2018: [130, 89, 327, 111]
- bus: [1157, 1072, 1287, 1146]
- lead-subhead: ಮಾಜಿ ಶಾಸಕ ಎ.ಕೆ.ಸುಬ್ಬಯ್ಯ ಆರೋಪ: [134, 424, 693, 463]
- ammathi-body: ವಿರಾಜಪೇಟೆ, ಜೂ.27- ಪ್ರತಿಯೊಬ್ಬರೂ ಕಾನೂನು ತಿಳಿದು ಕೊಳ್ಳಬೇಕೆಂದು ಜನರ ಮನವಿಯ ಮಾಡಿ ತಿಳಿದು ಬರುವುದರ ಮೂಲಕ ಕಾನೂನು ನಿಯಮಗಳನ್ನು ಪಾಲಿಸಬೇಕು ಎಂದು ನ್ಯಾಯಾಧೀಶರು ಕರೆ ನೀಡಿದರು. ಅಮ್ಮತ್ತಿ ಪದವಿ ಪೂರ್ವ ಕಾಲೇಜಿನಲ್ಲಿ ತಾಲ್ಲೂಕು ಕಾನೂನು ಸೇವಾ ಸಮಿತಿ, ವಕೀಲರ ಸಂಘ ಹಾಗೂ ಪೊಲೀಸ್ ಇಲಾಖೆ ವತಿಯಿಂದ ಏರ್ಪಡಿಸಿದ್ದ ಕಾನೂನು ಅರಿವು ಕಾರ್ಯಕ್ರಮವನ್ನು ಉದ್ಘಾಟಿಸಿ ಅವರು ಮಾತನಾಡಿದರು. ವಿದ್ಯಾರ್ಥಿಗಳು ಮೊಬೈಲ್ ಬಳಕೆಯಲ್ಲಿ ಎಚ್ಚರಿಕೆ ವಹಿಸಬೇಕು, ಸೈಬರ್ ಅಪರಾಧಗಳ ಬಗ್ಗೆ ಅರಿವು ಹೊಂದಬೇಕು. ಮಾದಕ ವಸ್ತುಗಳಿಂದ ದೂರವಿರಬೇಕು. ವಾಹನ ಚಾಲನೆಯ ಸಂದರ್ಭ ಸಂಚಾರ ನಿಯಮಗಳನ್ನು ಪಾಲಿಸಬೇಕು. ಬಾಲ್ಯ ವಿವಾಹ, ಬಾಲ ಕಾರ್ಮಿಕ ಪದ್ಧತಿ ಕಾನೂನು ಬಾಹಿರ ಎಂದು ಅವರು ಹೇಳಿದರು. ವಕೀಲರು ಕಾನೂನು ಕುರಿತು ಉಪನ್ಯಾಸ ನೀಡಿದರು. ಪೊಲೀಸ್ ಅಧಿಕಾರಿಗಳು ಮಾತನಾಡಿ, ಕಾನೂನು ಅರಿವಿನಿಂದ ಅಪರಾಧ ತಡೆಯಲು ಸಾಧ್ಯ ಎಂದರು. ಕಾಲೇಜಿನ ಪ್ರಾಂಶುಪಾಲರು, ಉಪನ್ಯಾಸಕರು ಹಾಗೂ ವಿದ್ಯಾರ್ಥಿಗಳು ಪಾಲ್ಗೊಂಡಿದ್ದರು. ಕಾರ್ಯಕ್ರಮದಲ್ಲಿ ವಿದ್ಯಾರ್ಥಿಗಳ ಪ್ರಶ್ನೆಗಳಿಗೆ ಉತ್ತರಿಸಲಾಯಿತು.: [134, 1487, 523, 1641]
- reg-dot-cyan: [139, 2245, 148, 2254]
- person-left: [162, 546, 292, 722]
- power-headline: ನಾಳೆ ವಿದ್ಯುತ್ ವ್ಯತ್ಯಯ: [222, 2042, 426, 2075]
